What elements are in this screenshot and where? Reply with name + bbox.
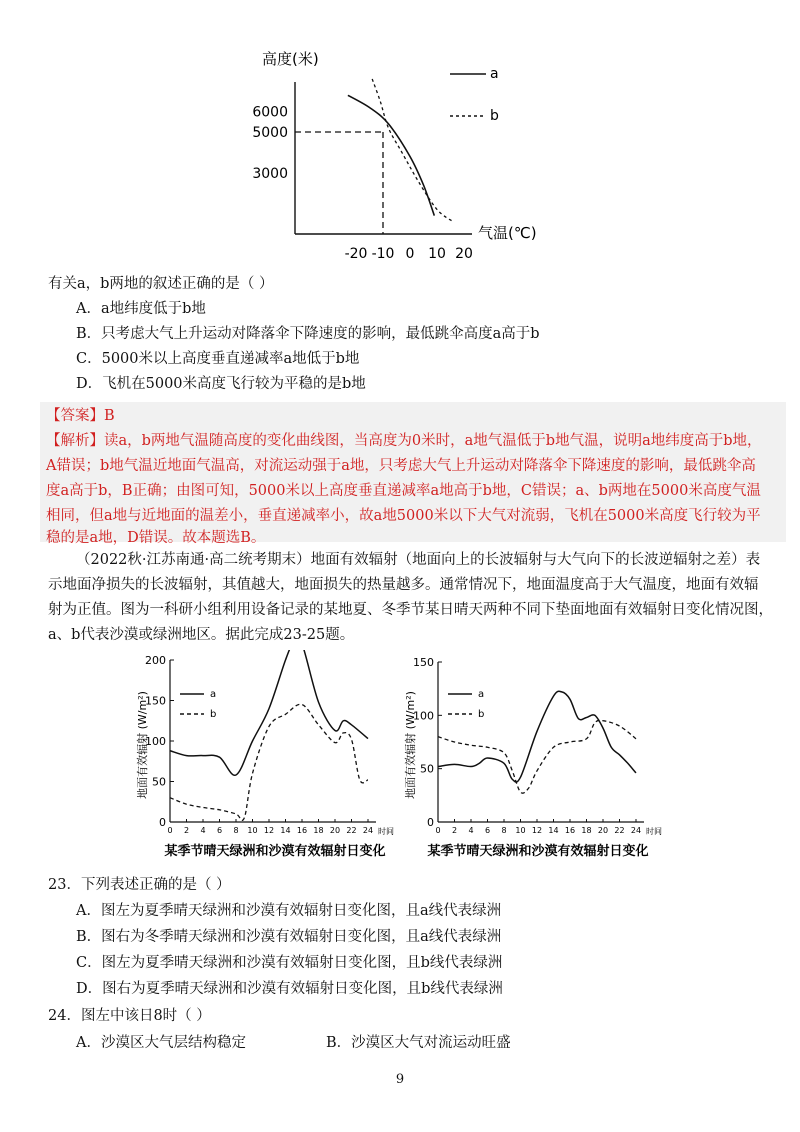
intro-line-4: a、b代表沙漠或绿洲地区。据此完成23-25题。: [48, 627, 355, 643]
chart1-xtick-0: 0: [405, 246, 415, 262]
c2-xtick-4: 4: [200, 826, 206, 835]
chart1-xtick-20: 20: [455, 246, 473, 262]
c2-legend-label-b: b: [210, 709, 217, 720]
q23-stem: 23．下列表述正确的是（ ）: [48, 877, 231, 893]
chart1-xtick--10: -10: [371, 246, 395, 262]
c3-ytick-150: 150: [413, 656, 434, 669]
c2-ytick-0: 0: [159, 816, 166, 829]
c3-xtick-6: 6: [484, 826, 491, 835]
chart3-title: 某季节晴天绿洲和沙漠有效辐射日变化: [427, 844, 649, 859]
chart1-ytick-6000: 6000: [252, 104, 288, 121]
chart1-ytick-3000: 3000: [252, 165, 288, 182]
q24-option-b: B．沙漠区大气对流运动旺盛: [326, 1035, 511, 1051]
c3-ytick-100: 100: [413, 709, 434, 723]
answer-value: B: [104, 408, 115, 424]
chart1-series-a: [348, 95, 434, 215]
chart3-xlabel: 时间: [646, 827, 662, 836]
intro-line-2: 示地面净损失的长波辐射，其值越大，地面损失的热量越多。通常情况下，地面温度高于大气温度，地面有效辐: [48, 577, 759, 593]
option-b: B．只考虑大气上升运动对降落伞下降速度的影响，最低跳伞高度a高于b: [76, 326, 540, 342]
c3-xtick-12: 12: [531, 826, 543, 835]
intro-line-3: 射为正值。图为一科研小组利用设备记录的某地夏、冬季节某日晴天两种不同下垫面地面有效辐射日变化情况图，: [48, 602, 773, 618]
c2-xtick-0: 0: [167, 826, 173, 835]
option-c: C．5000米以上高度垂直递减率a地低于b地: [76, 351, 360, 367]
option-d: D．飞机在5000米高度飞行较为平稳的是b地: [76, 376, 366, 392]
c3-xtick-22: 22: [614, 826, 625, 835]
c2-ytick-50: 50: [152, 775, 166, 789]
c3-xtick-18: 18: [581, 826, 592, 835]
c3-xtick-24: 24: [630, 826, 642, 835]
q24-option-a: A．沙漠区大气层结构稳定: [76, 1035, 246, 1051]
left-radiation-chart: [130, 650, 400, 865]
question-intro: 有关a，b两地的叙述正确的是（ ）: [48, 276, 274, 292]
q24-stem: 24．图左中该日8时（ ）: [48, 1008, 211, 1024]
c2-xtick-2: 2: [183, 826, 190, 835]
c2-xtick-16: 16: [296, 826, 308, 835]
analysis-line-4: 相同，但a地与近地面的温差小，垂直递减率小，故a地5000米以下大气对流弱，飞机在5000米高度飞行较为平: [46, 508, 761, 524]
chart1-legend-label-a: a: [490, 66, 499, 82]
temperature-height-chart: [240, 40, 560, 270]
c3-legend-label-b: b: [478, 709, 485, 720]
q23-option-d: D．图右为夏季晴天绿洲和沙漠有效辐射日变化图，且b线代表绿洲: [76, 981, 503, 997]
page-number: 9: [395, 1072, 405, 1087]
analysis-label: 【解析】: [46, 433, 104, 449]
c2-ytick-100: 100: [145, 735, 166, 748]
chart1-ylabel: 高度(米): [262, 50, 319, 68]
q23-option-c: C．图左为夏季晴天绿洲和沙漠有效辐射日变化图，且b线代表绿洲: [76, 955, 503, 971]
c2-ytick-150: 150: [145, 694, 166, 708]
c3-ytick-0: 0: [427, 816, 434, 829]
chart1-ytick-5000: 5000: [252, 125, 288, 141]
c2-xtick-12: 12: [263, 826, 275, 835]
c2-series-b: [170, 704, 368, 820]
chart1-series-b: [372, 79, 453, 222]
chart1-legend-label-b: b: [490, 108, 499, 124]
c3-ytick-50: 50: [420, 762, 434, 776]
c2-legend-label-a: a: [210, 689, 217, 700]
c2-xtick-6: 6: [216, 826, 223, 835]
chart3-ylabel: 地面有效辐射 (W/m²): [404, 691, 417, 799]
chart2-ylabel: 地面有效辐射 (W/m²): [136, 691, 149, 799]
c2-series-a: [170, 650, 368, 775]
c3-xtick-10: 10: [515, 826, 526, 835]
c3-xtick-16: 16: [564, 826, 576, 835]
chart2-title: 某季节晴天绿洲和沙漠有效辐射日变化: [164, 844, 386, 859]
c2-xtick-20: 20: [329, 826, 341, 835]
c3-xtick-0: 0: [435, 826, 441, 835]
option-a: A．a地纬度低于b地: [76, 301, 206, 317]
c3-xtick-14: 14: [548, 826, 559, 835]
c2-xtick-8: 8: [233, 826, 239, 835]
c3-xtick-4: 4: [468, 826, 474, 835]
q23-option-a: A．图左为夏季晴天绿洲和沙漠有效辐射日变化图，且a线代表绿洲: [76, 903, 502, 919]
chart1-xlabel: 气温(℃): [478, 224, 537, 242]
c3-series-a: [438, 691, 636, 782]
c2-xtick-14: 14: [280, 826, 291, 835]
answer-label: 【答案】: [46, 408, 104, 424]
c2-ytick-200: 200: [145, 654, 166, 667]
right-radiation-chart: [398, 650, 678, 865]
analysis-line-1: 【解析】读a，b两地气温随高度的变化曲线图，当高度为0米时，a地气温低于b地气温，说明a地纬度高于b地，: [46, 433, 762, 449]
c2-xtick-24: 24: [362, 826, 374, 835]
c3-xtick-2: 2: [451, 826, 458, 835]
chart1-xtick-10: 10: [428, 246, 446, 262]
chart1-xtick--20: -20: [344, 246, 368, 262]
analysis-line-5: 稳的是a地，D错误。故本题选B。: [46, 530, 266, 546]
c2-xtick-22: 22: [346, 826, 357, 835]
c3-xtick-8: 8: [501, 826, 507, 835]
intro-line-1: （2022秋·江苏南通·高二统考期末）地面有效辐射（地面向上的长波辐射与大气向下的长波逆辐射之差）表: [76, 552, 761, 568]
q23-option-b: B．图右为冬季晴天绿洲和沙漠有效辐射日变化图，且a线代表绿洲: [76, 929, 502, 945]
c2-xtick-18: 18: [313, 826, 324, 835]
c2-xtick-10: 10: [247, 826, 258, 835]
c3-xtick-20: 20: [597, 826, 609, 835]
answer-line: [46, 406, 115, 426]
analysis-line-3: 度a高于b，B正确；由图可知，5000米以上高度垂直递减率a地高于b地，C错误；a、b两地在5000米高度气温: [46, 483, 761, 499]
c3-legend-label-a: a: [478, 689, 485, 700]
chart2-xlabel: 时间: [378, 827, 394, 836]
analysis-line-2: A错误；b地气温近地面气温高，对流运动强于a地，只考虑大气上升运动对降落伞下降速度的影响，最低跳伞高: [46, 458, 756, 474]
